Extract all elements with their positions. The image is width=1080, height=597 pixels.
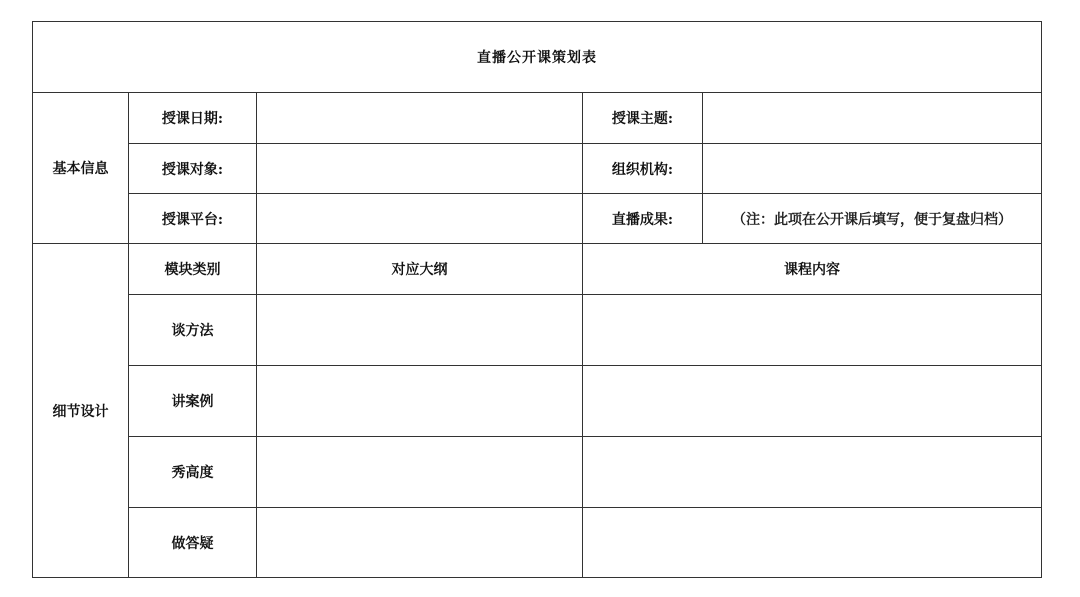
- module-outline-cell[interactable]: [257, 295, 583, 366]
- basic-info-row: [33, 93, 1042, 144]
- module-row: [33, 295, 1042, 366]
- module-outline-cell[interactable]: [257, 366, 583, 437]
- field-value-audience[interactable]: [257, 144, 583, 194]
- module-name: 秀高度: [129, 437, 257, 508]
- column-header-outline: 对应大纲: [257, 244, 583, 295]
- detail-header-row: [33, 244, 1042, 295]
- field-label-outcome: 直播成果:: [583, 194, 703, 244]
- module-content-cell[interactable]: [583, 437, 1042, 508]
- module-outline-cell[interactable]: [257, 437, 583, 508]
- module-content-cell[interactable]: [583, 508, 1042, 578]
- module-row: [33, 437, 1042, 508]
- basic-info-row: [33, 194, 1042, 244]
- field-value-date[interactable]: [257, 93, 583, 144]
- plan-table: [32, 21, 1042, 578]
- module-content-cell[interactable]: [583, 366, 1042, 437]
- field-value-platform[interactable]: [257, 194, 583, 244]
- title-row: [33, 22, 1042, 93]
- module-outline-cell[interactable]: [257, 508, 583, 578]
- plan-sheet: [32, 21, 1042, 578]
- field-value-topic[interactable]: [703, 93, 1042, 144]
- section-label-basic-info: 基本信息: [33, 93, 129, 244]
- field-value-organization[interactable]: [703, 144, 1042, 194]
- field-label-date: 授课日期:: [129, 93, 257, 144]
- field-label-platform: 授课平台:: [129, 194, 257, 244]
- column-header-module: 模块类别: [129, 244, 257, 295]
- module-row: [33, 508, 1042, 578]
- basic-info-row: [33, 144, 1042, 194]
- column-header-content: 课程内容: [583, 244, 1042, 295]
- module-name: 讲案例: [129, 366, 257, 437]
- field-label-topic: 授课主题:: [583, 93, 703, 144]
- field-label-audience: 授课对象:: [129, 144, 257, 194]
- module-row: [33, 366, 1042, 437]
- page-title: 直播公开课策划表: [33, 22, 1042, 93]
- module-name: 谈方法: [129, 295, 257, 366]
- module-name: 做答疑: [129, 508, 257, 578]
- field-value-outcome-note[interactable]: （注：此项在公开课后填写，便于复盘归档）: [703, 194, 1042, 244]
- module-content-cell[interactable]: [583, 295, 1042, 366]
- field-label-organization: 组织机构:: [583, 144, 703, 194]
- section-label-detail-design: 细节设计: [33, 244, 129, 578]
